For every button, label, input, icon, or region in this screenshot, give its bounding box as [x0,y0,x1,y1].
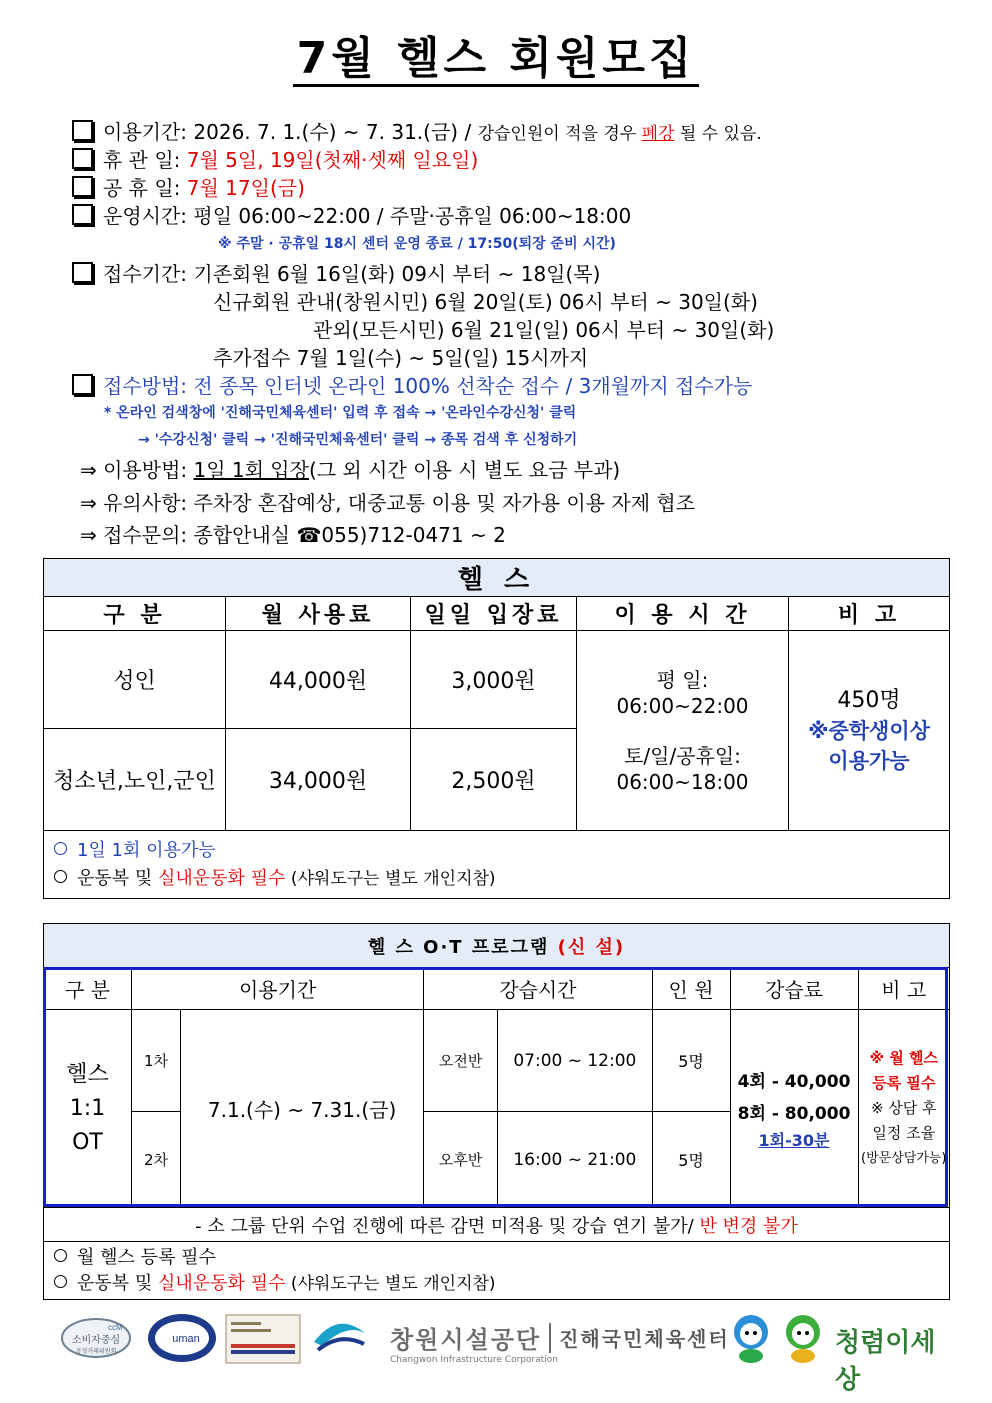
col-period: 이용기간 [132,968,424,1010]
method-note-1: * 온라인 검색창에 '진해국민체육센터' 입력 후 접속 → '온라인수강신청' 클릭 [104,405,577,421]
col-category: 구 분 [44,597,226,631]
ot-fee-cell: 4회 - 40,000 8회 - 80,000 1회-30분 [730,1010,858,1208]
remarks-cell: 450명 ※중학생이상 이용가능 [789,631,950,831]
checkbox-icon [72,120,93,141]
ot-remarks-cell: ※ 월 헬스 등록 필수 ※ 상담 후 일정 조율 (방문상담가능) [858,1010,949,1208]
gyeongnam-logo [308,1314,372,1368]
closed-days-line: 휴 관 일: 7월 5일, 19일(첫째·셋째 일요일) [72,144,478,173]
svg-text:공정거래위원회: 공정거래위원회 [75,1348,117,1355]
hours-note: ※ 주말 · 공휴일 18시 센터 운영 종료 / 17:50(퇴장 준비 시간) [218,236,616,252]
circle-bullet-icon [54,1275,67,1288]
ccm-logo [60,1316,132,1364]
checkbox-icon [72,176,93,197]
svg-text:ccM: ccM [108,1323,123,1332]
phone-number: ☎055)712-0471 ~ 2 [296,523,506,547]
table-row: 성인 44,000원 3,000원 평 일: 06:00~22:00 토/일/공휴일: 06:00~18:00 450명 ※중학생이상 이용가능 [44,631,950,729]
mascot-2-icon [780,1312,826,1368]
svg-text:uman: uman [172,1333,200,1345]
ot-table-notes: 월 헬스 등록 필수 운동복 및 실내운동화 필수 (샤워도구는 별도 개인지참) [44,1242,950,1300]
col-category: 구 분 [44,968,132,1010]
corporation-name: 창원시설공단 진해국민체육센터 Changwon Infrastructure Corporation [390,1320,730,1365]
col-remarks: 비 고 [858,968,949,1010]
hours-line: 운영시간: 평일 06:00~22:00 / 주말·공휴일 06:00~18:00 [72,200,631,229]
gym-fee-table [43,558,950,899]
certification-logo [225,1314,301,1368]
svg-text:소비자중심: 소비자중심 [71,1335,121,1346]
gym-table-header: 헬 스 [44,559,950,597]
ot-table-header: 헬 스 O·T 프로그램 (신 설) [44,924,950,968]
method-note-2: → '수강신청' 클릭 → '진해국민체육센터' 클릭 → 종목 검색 후 신청하기 [138,432,578,448]
registration-new-line: 신규회원 관내(창원시민) 6월 20일(토) 06시 부터 ~ 30일(화) [213,290,758,314]
ot-notice: - 소 그룹 단위 수업 진행에 따른 감면 미적용 및 강습 연기 불가/ 반 변경 불가 [44,1208,950,1242]
table-row: 2차 오후반 16:00 ~ 21:00 5명 [44,1112,950,1208]
registration-line: 접수기간: 기존회원 6월 16일(화) 09시 부터 ~ 18일(목) [72,258,600,287]
col-capacity: 인 원 [652,968,730,1010]
circle-bullet-icon [54,842,67,855]
ot-period-cell: 7.1.(수) ~ 7.31.(금) [181,1010,424,1208]
usage-line: ⇒ 이용방법: 1일 1회 입장(그 외 시간 이용 시 별도 요금 부과) [80,458,621,482]
hours-cell: 평 일: 06:00~22:00 토/일/공휴일: 06:00~18:00 [577,631,789,831]
col-fee: 강습료 [730,968,858,1010]
page-title: 7월 헬스 회원모집 [0,22,992,86]
checkbox-icon [72,374,93,395]
col-remarks: 비 고 [789,597,950,631]
table-row: 청소년,노인,군인 34,000원 2,500원 [44,729,950,831]
col-monthly-fee: 월 사용료 [226,597,411,631]
col-daily-fee: 일일 입장료 [411,597,577,631]
gym-table-notes: 1일 1회 이용가능 운동복 및 실내운동화 필수 (샤워도구는 별도 개인지참) [44,831,950,899]
checkbox-icon [72,204,93,225]
col-hours: 이 용 시 간 [577,597,789,631]
gym-ot-table [43,923,950,1300]
period-line: 이용기간: 2026. 7. 1.(수) ~ 7. 31.(금) / 강습인원이 적을 경우 폐강 될 수 있음. [72,116,762,145]
holiday-line: 공 휴 일: 7월 17일(금) [72,172,305,201]
human-rights-logo [146,1312,218,1368]
ot-category-cell: 헬스 1:1 OT [44,1010,132,1208]
contact-line: ⇒ 접수문의: 종합안내실 ☎055)712-0471 ~ 2 [80,523,506,547]
caution-line: ⇒ 유의사항: 주차장 혼잡예상, 대중교통 이용 및 자가용 이용 자제 협조 [80,491,696,515]
table-row: 헬스 1:1 OT 1차 7.1.(수) ~ 7.31.(금) 오전반 07:00 ~ 12:00 5명 4회 - 40,000 8회 - 80,000 1회-30분 ※ 월 헬스 등록 필수 ※ 상담 후 일정 조율 (방문상담가능) [44,1010,950,1112]
footer-logos [60,1312,940,1395]
mascot-1-icon [728,1312,774,1368]
registration-extra-line: 추가접수 7월 1일(수) ~ 5일(일) 15시까지 [213,346,589,370]
circle-bullet-icon [54,870,67,883]
method-line: 접수방법: 전 종목 인터넷 온라인 100% 선착순 접수 / 3개월까지 접수가능 [72,370,752,399]
circle-bullet-icon [54,1249,67,1262]
integrity-slogan: 청렴이세상 [835,1328,936,1395]
registration-outside-line: 관외(모든시민) 6월 21일(일) 06시 부터 ~ 30일(화) [313,318,775,342]
checkbox-icon [72,148,93,169]
col-class-time: 강습시간 [424,968,652,1010]
checkbox-icon [72,262,93,283]
